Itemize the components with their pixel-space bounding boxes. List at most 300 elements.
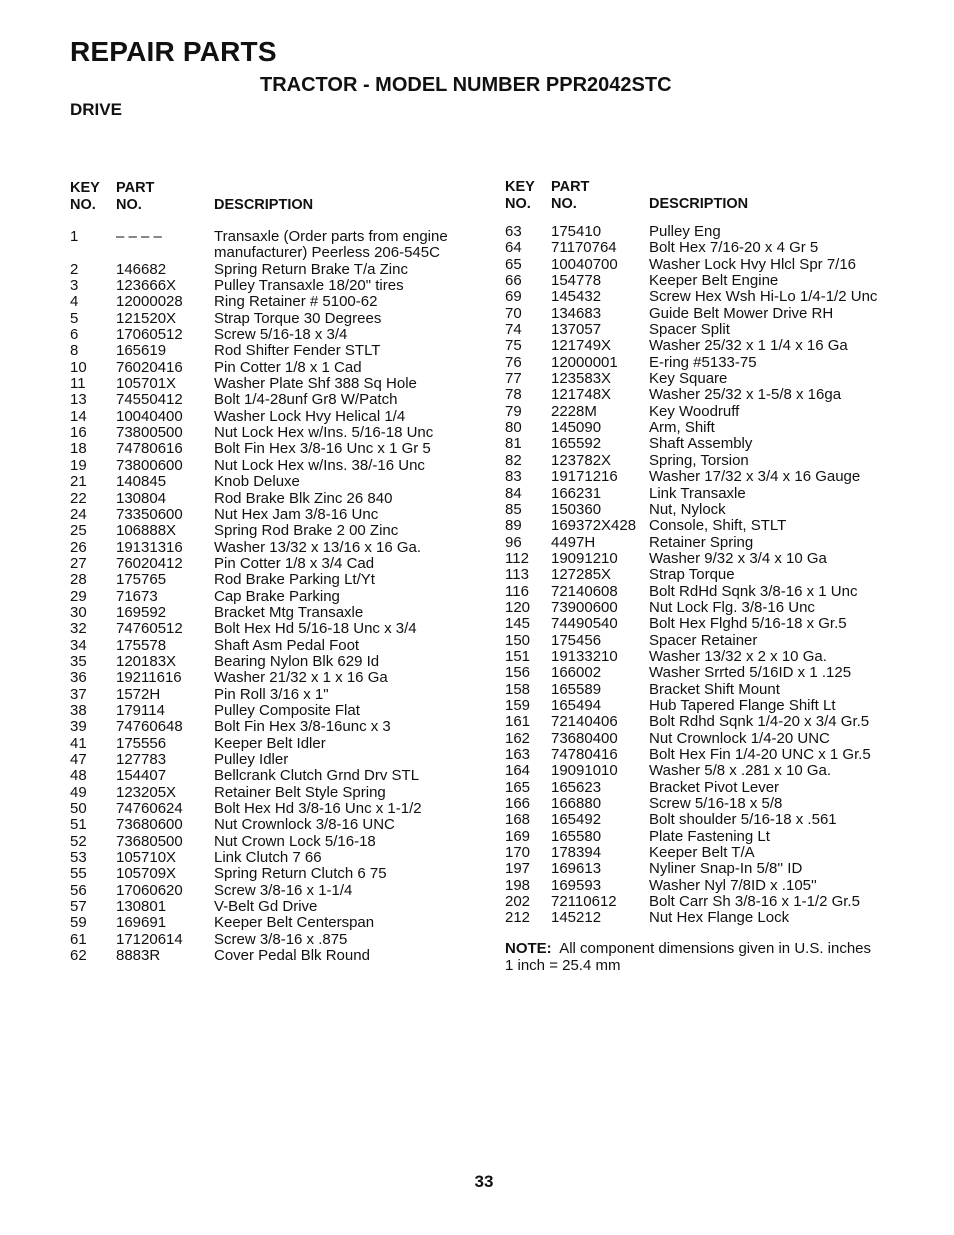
part-description bbox=[649, 436, 752, 452]
table-row bbox=[505, 486, 877, 502]
part-description bbox=[214, 376, 417, 392]
part-number: 76020412 bbox=[116, 554, 183, 572]
table-row bbox=[70, 948, 448, 964]
description-line: Link Transaxle bbox=[649, 484, 746, 502]
description-line: Nut Hex Jam 3/8-16 Unc bbox=[214, 505, 379, 523]
part-description bbox=[214, 425, 433, 441]
part-number: 10040700 bbox=[551, 255, 618, 273]
table-row bbox=[70, 785, 448, 801]
key-number: 51 bbox=[70, 816, 87, 834]
part-number: 73680500 bbox=[116, 832, 183, 850]
part-description bbox=[214, 458, 425, 474]
table-row bbox=[505, 878, 877, 894]
part-number: 12000001 bbox=[551, 353, 618, 371]
key-number: 162 bbox=[505, 729, 531, 747]
key-number: 34 bbox=[70, 636, 87, 654]
part-number: 123205X bbox=[116, 783, 177, 801]
key-number: 8 bbox=[70, 342, 79, 360]
table-row bbox=[505, 567, 877, 583]
description-line: Nut Lock Hex w/Ins. 5/16-18 Unc bbox=[214, 424, 434, 442]
key-number: 52 bbox=[70, 832, 87, 850]
part-number: 74760512 bbox=[116, 620, 183, 638]
description-header bbox=[649, 179, 748, 213]
key-number: 55 bbox=[70, 865, 87, 883]
description-line: Hub Tapered Flange Shift Lt bbox=[649, 696, 836, 714]
part-number: 179114 bbox=[116, 701, 165, 719]
part-number: 169593 bbox=[551, 876, 602, 894]
part-number: 72140608 bbox=[551, 582, 618, 600]
part-number: 19133210 bbox=[551, 647, 618, 665]
key-number: 38 bbox=[70, 701, 87, 719]
key-number: 6 bbox=[70, 326, 79, 344]
part-number: 71170764 bbox=[551, 239, 617, 257]
part-number: 178394 bbox=[551, 844, 602, 862]
part-description bbox=[214, 556, 374, 572]
part-number: 10040400 bbox=[116, 407, 183, 425]
description-line: Washer 13/32 x 2 x 10 Ga. bbox=[649, 647, 827, 665]
key-number: 1 bbox=[70, 228, 79, 245]
part-description bbox=[214, 687, 329, 703]
key-number: 48 bbox=[70, 767, 87, 785]
table-row bbox=[505, 322, 877, 338]
key-number: 53 bbox=[70, 849, 87, 867]
part-number: 121520X bbox=[116, 309, 177, 327]
key-number: 75 bbox=[505, 337, 522, 355]
part-header bbox=[116, 180, 214, 214]
part-number: 123583X bbox=[551, 370, 612, 388]
description-line: Keeper Belt Centerspan bbox=[214, 914, 375, 932]
key-number: 49 bbox=[70, 783, 87, 801]
description-line: Key Square bbox=[649, 370, 728, 388]
part-number: 165623 bbox=[551, 778, 602, 796]
key-number: 35 bbox=[70, 652, 87, 670]
description-line: Key Woodruff bbox=[649, 402, 740, 420]
part-description bbox=[649, 878, 817, 894]
part-description bbox=[649, 387, 841, 403]
part-description bbox=[649, 486, 746, 502]
table-row bbox=[70, 915, 448, 931]
table-row bbox=[70, 621, 448, 637]
part-number: 166002 bbox=[551, 664, 602, 682]
description-line: Nut Crownlock 3/8-16 UNC bbox=[214, 816, 395, 834]
description-line: Nut Lock Flg. 3/8-16 Unc bbox=[649, 598, 815, 616]
part-description bbox=[214, 491, 392, 507]
part-number: 165492 bbox=[551, 811, 602, 829]
table-row bbox=[505, 535, 877, 551]
key-number: 161 bbox=[505, 713, 531, 731]
table-row bbox=[505, 910, 877, 926]
table-row bbox=[505, 714, 877, 730]
part-number: 165619 bbox=[116, 342, 167, 360]
description-line: Spring Return Brake T/a Zinc bbox=[214, 260, 408, 278]
key-number: 4 bbox=[70, 293, 79, 311]
part-description bbox=[649, 404, 739, 420]
part-description bbox=[214, 229, 448, 262]
part-number: 175410 bbox=[551, 223, 602, 240]
part-number: – – – – bbox=[116, 228, 162, 245]
part-description bbox=[214, 703, 360, 719]
table-row bbox=[505, 780, 877, 796]
key-number: 198 bbox=[505, 876, 531, 894]
part-description bbox=[214, 932, 347, 948]
part-description bbox=[649, 224, 721, 240]
part-number: 169613 bbox=[551, 860, 602, 878]
table-row bbox=[70, 932, 448, 948]
part-description bbox=[214, 294, 377, 310]
table-row bbox=[505, 224, 877, 240]
table-row bbox=[505, 698, 877, 714]
description-line: Guide Belt Mower Drive RH bbox=[649, 304, 834, 322]
description-line: Retainer Belt Style Spring bbox=[214, 783, 386, 801]
description-line: Bracket Mtg Transaxle bbox=[214, 603, 364, 621]
key-number: 18 bbox=[70, 440, 87, 458]
part-description bbox=[214, 572, 375, 588]
table-row bbox=[505, 273, 877, 289]
part-number: 145432 bbox=[551, 288, 602, 306]
description-line: Pulley Idler bbox=[214, 751, 289, 768]
key-number: 159 bbox=[505, 696, 531, 714]
key-number: 50 bbox=[70, 800, 87, 818]
description-line: Cover Pedal Blk Round bbox=[214, 947, 370, 965]
key-header-line1: KEY bbox=[70, 180, 100, 196]
table-row bbox=[505, 420, 877, 436]
description-line: Bolt shoulder 5/16-18 x .561 bbox=[649, 811, 837, 829]
part-number: 145090 bbox=[551, 419, 602, 437]
description-line: Washer 25/32 x 1-5/8 x 16ga bbox=[649, 386, 842, 404]
part-header-line1: PART bbox=[116, 180, 155, 196]
part-description bbox=[649, 829, 770, 845]
key-number: 79 bbox=[505, 402, 522, 420]
table-row bbox=[505, 665, 877, 681]
part-description bbox=[214, 850, 322, 866]
description-line: Keeper Belt Engine bbox=[649, 272, 779, 290]
key-number: 113 bbox=[505, 566, 529, 584]
table-row bbox=[70, 768, 448, 784]
part-description bbox=[649, 371, 727, 387]
description-line: Ring Retainer # 5100-62 bbox=[214, 293, 378, 311]
table-row bbox=[505, 306, 877, 322]
key-number: 3 bbox=[70, 277, 79, 295]
part-number: 76020416 bbox=[116, 358, 183, 376]
table-row bbox=[70, 817, 448, 833]
table-row bbox=[70, 458, 448, 474]
description-line: Washer 25/32 x 1 1/4 x 16 Ga bbox=[649, 337, 848, 355]
key-number: 47 bbox=[70, 751, 87, 768]
part-description bbox=[214, 343, 380, 359]
part-description bbox=[649, 338, 848, 354]
part-description bbox=[214, 817, 395, 833]
table-row bbox=[70, 262, 448, 278]
description-line: Washer Lock Hvy Helical 1/4 bbox=[214, 407, 406, 425]
description-line: Washer 21/32 x 1 x 16 Ga bbox=[214, 669, 388, 687]
note bbox=[505, 941, 895, 974]
key-number: 25 bbox=[70, 522, 87, 540]
part-number: 73680600 bbox=[116, 816, 183, 834]
part-number: 121748X bbox=[551, 386, 612, 404]
part-number: 8883R bbox=[116, 947, 161, 965]
part-description bbox=[649, 420, 715, 436]
table-row bbox=[70, 278, 448, 294]
key-number: 10 bbox=[70, 358, 87, 376]
description-line: Washer Nyl 7/8ID x .105'' bbox=[649, 876, 817, 894]
part-number: 72140406 bbox=[551, 713, 618, 731]
part-header-line2: NO. bbox=[116, 197, 142, 213]
key-header-line1: KEY bbox=[505, 179, 535, 195]
description-line: Screw Hex Wsh Hi-Lo 1/4-1/2 Unc bbox=[649, 288, 878, 306]
key-number: 76 bbox=[505, 353, 522, 371]
description-line: Bolt Carr Sh 3/8-16 x 1-1/2 Gr.5 bbox=[649, 893, 860, 911]
table-row bbox=[70, 409, 448, 425]
part-number: 120183X bbox=[116, 652, 177, 670]
key-number: 168 bbox=[505, 811, 531, 829]
table-row bbox=[505, 682, 877, 698]
table-header-row bbox=[505, 179, 877, 213]
part-number: 19211616 bbox=[116, 669, 182, 687]
description-line: Screw 5/16-18 x 3/4 bbox=[214, 326, 348, 344]
part-description bbox=[649, 698, 836, 714]
description-line: Knob Deluxe bbox=[214, 473, 300, 491]
table-row bbox=[505, 469, 877, 485]
key-number: 202 bbox=[505, 893, 531, 911]
part-description bbox=[214, 866, 387, 882]
description-header-label: DESCRIPTION bbox=[649, 196, 749, 212]
part-description bbox=[649, 535, 753, 551]
table-row bbox=[70, 850, 448, 866]
description-line: Washer Srrted 5/16ID x 1 .125 bbox=[649, 664, 852, 682]
key-number: 66 bbox=[505, 272, 522, 290]
part-number: 166231 bbox=[551, 484, 602, 502]
part-number: 105710X bbox=[116, 849, 177, 867]
table-row bbox=[70, 670, 448, 686]
table-row bbox=[505, 731, 877, 747]
note-label: NOTE: bbox=[505, 940, 552, 957]
part-number: 71673 bbox=[116, 587, 158, 605]
part-description bbox=[649, 600, 815, 616]
part-number: 130801 bbox=[116, 898, 167, 916]
part-description bbox=[649, 355, 757, 371]
part-number: 165592 bbox=[551, 435, 602, 453]
part-description bbox=[649, 273, 778, 289]
part-number: 175556 bbox=[116, 734, 167, 752]
part-number: 73800600 bbox=[116, 456, 183, 474]
table-row bbox=[505, 551, 877, 567]
table-row bbox=[70, 556, 448, 572]
table-row bbox=[505, 289, 877, 305]
table-row bbox=[505, 812, 877, 828]
description-line: Shaft Assembly bbox=[649, 435, 753, 453]
part-description bbox=[214, 523, 398, 539]
key-number: 21 bbox=[70, 473, 87, 491]
description-line: Spring Return Clutch 6 75 bbox=[214, 865, 387, 883]
description-line: Bracket Shift Mount bbox=[649, 680, 780, 698]
description-line: Rod Brake Parking Lt/Yt bbox=[214, 571, 375, 589]
part-number: 166880 bbox=[551, 795, 602, 813]
part-number: 1572H bbox=[116, 685, 161, 703]
key-number: 81 bbox=[505, 435, 522, 453]
key-number: 82 bbox=[505, 451, 522, 469]
part-description bbox=[214, 736, 326, 752]
part-description bbox=[214, 719, 391, 735]
part-number: 123782X bbox=[551, 451, 612, 469]
part-description bbox=[214, 507, 378, 523]
section-heading: DRIVE bbox=[70, 100, 122, 119]
key-number: 151 bbox=[505, 647, 531, 665]
description-header bbox=[214, 180, 313, 214]
description-line: Nut Lock Hex w/Ins. 38/-16 Unc bbox=[214, 456, 425, 474]
table-row bbox=[505, 600, 877, 616]
table-row bbox=[70, 376, 448, 392]
table-row bbox=[70, 752, 448, 768]
description-line: Spring, Torsion bbox=[649, 451, 749, 469]
description-line: V-Belt Gd Drive bbox=[214, 898, 318, 916]
description-line: Shaft Asm Pedal Foot bbox=[214, 636, 360, 654]
part-description bbox=[214, 311, 381, 327]
table-row bbox=[505, 649, 877, 665]
key-number: 164 bbox=[505, 762, 531, 780]
part-description bbox=[214, 670, 388, 686]
part-number: 74760624 bbox=[116, 800, 183, 818]
key-number: 41 bbox=[70, 734, 87, 752]
part-number: 145212 bbox=[551, 909, 602, 927]
key-number: 63 bbox=[505, 223, 522, 240]
key-number: 212 bbox=[505, 909, 531, 927]
key-number: 78 bbox=[505, 386, 522, 404]
part-number: 165494 bbox=[551, 696, 602, 714]
part-description bbox=[214, 474, 300, 490]
part-number: 175578 bbox=[116, 636, 167, 654]
part-description bbox=[214, 621, 417, 637]
table-row bbox=[505, 453, 877, 469]
description-line: Nut, Nylock bbox=[649, 500, 726, 518]
part-description bbox=[214, 883, 352, 899]
table-row bbox=[505, 518, 877, 534]
part-description bbox=[214, 360, 362, 376]
table-row bbox=[505, 404, 877, 420]
part-number: 19171216 bbox=[551, 468, 618, 486]
parts-list-left bbox=[70, 229, 448, 964]
part-description bbox=[649, 551, 827, 567]
part-description bbox=[649, 796, 782, 812]
description-line: Washer Plate Shf 388 Sq Hole bbox=[214, 375, 417, 393]
part-number: 127783 bbox=[116, 751, 167, 768]
part-description bbox=[214, 801, 422, 817]
key-number: 65 bbox=[505, 255, 522, 273]
key-number: 96 bbox=[505, 533, 522, 551]
description-line: Rod Shifter Fender STLT bbox=[214, 342, 381, 360]
part-description bbox=[649, 584, 857, 600]
description-line: Keeper Belt T/A bbox=[649, 844, 755, 862]
description-line: Spacer Split bbox=[649, 321, 730, 339]
part-number: 165580 bbox=[551, 827, 602, 845]
part-description bbox=[649, 812, 837, 828]
key-number: 170 bbox=[505, 844, 531, 862]
key-number: 59 bbox=[70, 914, 87, 932]
key-number: 62 bbox=[70, 947, 87, 965]
part-description bbox=[649, 861, 802, 877]
part-description bbox=[649, 257, 856, 273]
description-line: Pin Cotter 1/8 x 1 Cad bbox=[214, 358, 362, 376]
key-number: 37 bbox=[70, 685, 87, 703]
key-number: 22 bbox=[70, 489, 87, 507]
description-line: Washer 17/32 x 3/4 x 16 Gauge bbox=[649, 468, 861, 486]
key-number: 85 bbox=[505, 500, 522, 518]
description-line: Strap Torque 30 Degrees bbox=[214, 309, 382, 327]
part-description bbox=[214, 834, 376, 850]
part-number: 73680400 bbox=[551, 729, 618, 747]
key-number: 156 bbox=[505, 664, 531, 682]
table-row bbox=[70, 343, 448, 359]
key-number: 14 bbox=[70, 407, 87, 425]
description-line: Pin Roll 3/16 x 1" bbox=[214, 685, 329, 703]
key-number: 112 bbox=[505, 549, 529, 567]
part-description bbox=[214, 589, 340, 605]
description-line: Nut Crownlock 1/4-20 UNC bbox=[649, 729, 830, 747]
part-description bbox=[649, 616, 847, 632]
part-description bbox=[649, 240, 818, 256]
description-line: Cap Brake Parking bbox=[214, 587, 340, 605]
key-number: 163 bbox=[505, 746, 531, 763]
part-number: 17060512 bbox=[116, 326, 183, 344]
table-row bbox=[70, 719, 448, 735]
model-subtitle: TRACTOR - MODEL NUMBER PPR2042STC bbox=[260, 74, 672, 96]
part-number: 74550412 bbox=[116, 391, 183, 409]
part-description bbox=[649, 322, 730, 338]
part-description bbox=[214, 262, 408, 278]
table-row bbox=[505, 616, 877, 632]
part-description bbox=[214, 409, 405, 425]
table-row bbox=[70, 491, 448, 507]
key-number: 30 bbox=[70, 603, 87, 621]
part-description bbox=[649, 469, 860, 485]
description-line: Bolt Hex Flghd 5/16-18 x Gr.5 bbox=[649, 615, 847, 633]
table-row bbox=[505, 584, 877, 600]
table-row bbox=[505, 502, 877, 518]
part-description bbox=[649, 518, 786, 534]
page-number: 33 bbox=[474, 1172, 494, 1191]
description-line: Strap Torque bbox=[649, 566, 735, 584]
part-description bbox=[649, 649, 827, 665]
table-row bbox=[505, 257, 877, 273]
part-description bbox=[649, 289, 877, 305]
description-line: Bolt Rdhd Sqnk 1/4-20 x 3/4 Gr.5 bbox=[649, 713, 870, 731]
key-number: 150 bbox=[505, 631, 531, 649]
part-description bbox=[649, 453, 749, 469]
table-row bbox=[70, 866, 448, 882]
part-description bbox=[214, 915, 374, 931]
description-line-2: manufacturer) Peerless 206-545C bbox=[214, 244, 440, 262]
table-row bbox=[70, 834, 448, 850]
table-row bbox=[70, 392, 448, 408]
table-row bbox=[70, 360, 448, 376]
part-number: 17060620 bbox=[116, 881, 183, 899]
table-row bbox=[70, 654, 448, 670]
part-description bbox=[649, 780, 779, 796]
part-number: 4497H bbox=[551, 533, 596, 551]
key-number: 74 bbox=[505, 321, 522, 339]
key-number: 83 bbox=[505, 468, 522, 486]
description-line: Washer 13/32 x 13/16 x 16 Ga. bbox=[214, 538, 422, 556]
table-row bbox=[505, 355, 877, 371]
part-description bbox=[649, 633, 757, 649]
description-line: Screw 3/8-16 x .875 bbox=[214, 930, 348, 948]
table-row bbox=[70, 294, 448, 310]
key-number: 80 bbox=[505, 419, 522, 437]
description-line: E-ring #5133-75 bbox=[649, 353, 757, 371]
part-description bbox=[649, 665, 851, 681]
part-description bbox=[649, 567, 735, 583]
part-description bbox=[649, 845, 755, 861]
part-number: 150360 bbox=[551, 500, 602, 518]
